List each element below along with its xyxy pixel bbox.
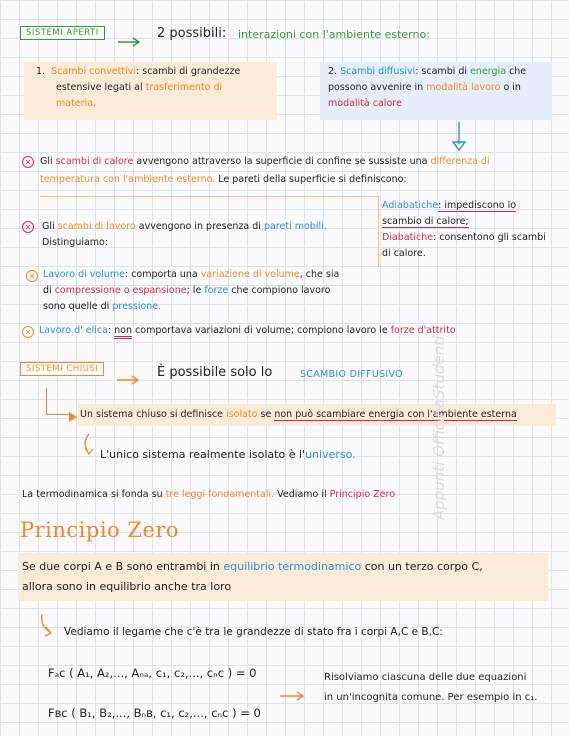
point2-o-in: o in	[503, 82, 521, 93]
lavoro-paragraph	[42, 219, 372, 251]
principio-statement	[18, 553, 548, 601]
chiusi-isolato: isolato	[226, 409, 258, 420]
arrow-right-icon	[117, 370, 143, 389]
elica-forze: forze d'attrito	[390, 325, 456, 336]
intro-b: Vediamo il	[277, 489, 327, 500]
point1-term2: trasferimento di	[145, 82, 223, 93]
pareti-adiab: Adiabatiche	[382, 200, 439, 211]
chiusi-only	[100, 448, 356, 461]
point2-mod-lavoro: modalità lavoro	[426, 82, 501, 93]
point2-text-a: : scambi di	[415, 66, 468, 77]
arrow-down-icon	[452, 122, 466, 156]
sistemi-aperti-box: SISTEMI APERTI	[20, 26, 105, 40]
lavoro-c: Distinguiamo:	[42, 237, 109, 248]
point-convettivi	[24, 62, 277, 120]
calore-c: Le pareti della superficie si definiscono:	[218, 174, 407, 185]
volume-press: pressione.	[112, 301, 162, 312]
point1-text-a: : scambi di grandezze	[136, 66, 241, 77]
pareti-adiab-b: scambio di calore;	[382, 216, 469, 227]
lavoro-pareti: pareti mobili.	[263, 221, 327, 232]
calore-diff2: temperatura con l'ambiente esterno.	[40, 174, 216, 185]
elica-b: comportava variazioni di volume; compiono lavoro le	[135, 325, 388, 336]
point2-energy: energia	[470, 66, 507, 77]
volume-forze: forze	[204, 285, 229, 296]
pareti-diab-a: : consentono gli scambi	[433, 232, 546, 243]
x-bullet-icon: ✕	[22, 156, 34, 168]
volume-line2-c: che compiono lavoro	[231, 285, 331, 296]
intro-tre: tre leggi fondamentali.	[165, 489, 275, 500]
risolviamo-a: Risolviamo ciascuna delle due equazioni	[324, 672, 527, 683]
chiusi-only-a: L'unico sistema realmente isolato è l'	[100, 448, 306, 461]
volume-a: : comporta una	[124, 269, 198, 280]
volume-term: Lavoro di volume	[43, 269, 125, 280]
point2-text-b: che	[509, 66, 527, 77]
volume-var: variazione di volume	[200, 269, 300, 280]
equation-bc: Fʙᴄ ( B₁, B₂,..., Bₙʙ, c₁, c₂,..., cₙc ) = 0	[48, 706, 261, 720]
x-bullet-icon: ✕	[26, 270, 38, 282]
point1-term3: materia.	[56, 98, 97, 109]
volume-line2-a: di	[43, 285, 52, 296]
pareti-adiab-a: : impediscono lo	[438, 200, 517, 211]
chiusi-def-a: Un sistema chiuso si definisce	[80, 409, 224, 420]
elica-paragraph	[39, 323, 559, 339]
volume-b: , che sia	[299, 269, 340, 280]
principio-legame: Vediamo il legame che c'è tra le grandezze di stato fra i corpi A,C e B,C:	[64, 626, 443, 638]
volume-line3: sono quelle di	[43, 301, 110, 312]
chiusi-definition	[78, 404, 556, 426]
volume-line2-b: ; le	[186, 285, 202, 296]
point2-line2: possono avvenire in	[328, 82, 424, 93]
intro-pz: Principio Zero	[329, 489, 396, 500]
pareti-diab: Diabatiche	[382, 232, 434, 243]
point2-num: 2.	[328, 66, 338, 77]
lavoro-term: scambi di lavoro	[57, 221, 136, 232]
chiusi-def-b: se	[260, 409, 272, 420]
calore-term: scambi di calore	[55, 156, 134, 167]
elica-non: non	[114, 325, 132, 339]
page-title: Principio Zero	[20, 518, 180, 542]
pareti-definitions	[382, 198, 560, 262]
risolviamo-note	[324, 668, 537, 708]
equation-ac: Fₐᴄ ( A₁, A₂,..., Aₙₐ, c₁, c₂,..., cₙc ) = 0	[48, 666, 257, 680]
calore-a: Gli	[40, 156, 53, 167]
watermark: Appunti OfficinaStudenti	[430, 335, 448, 520]
point2-term: Scambi diffusivi	[340, 66, 416, 77]
principio-equil: equilibrio termodinamico	[223, 560, 362, 573]
interactions-label: interazioni con l'ambiente esterno:	[238, 28, 430, 41]
curved-arrow-icon	[38, 612, 56, 642]
calore-b: avvengono attraverso la superficie di confine se sussiste una	[136, 156, 428, 167]
lavoro-b: avvengono in presenza di	[138, 221, 261, 232]
elica-a: :	[107, 325, 112, 336]
pareti-diab-b: di calore.	[382, 248, 426, 259]
volume-comp: compressione o espansione	[54, 285, 187, 296]
two-possible-label: 2 possibili:	[157, 26, 227, 41]
principio-line2: allora sono in equilibrio anche tra loro	[22, 580, 232, 593]
intro-line	[22, 487, 542, 503]
calore-paragraph	[40, 154, 545, 188]
x-bullet-icon: ✕	[22, 326, 34, 338]
lavoro-a: Gli	[42, 221, 55, 232]
point1-term: Scambi convettivi	[51, 66, 137, 77]
elica-term: Lavoro d' elica	[39, 325, 108, 336]
point-diffusivi	[320, 62, 552, 120]
chiusi-scambio: SCAMBIO DIFFUSIVO	[300, 369, 403, 380]
sistemi-chiusi-box: SISTEMI CHIUSI	[20, 362, 104, 376]
chiusi-possible: È possibile solo lo	[157, 365, 273, 380]
chiusi-universo: universo.	[305, 448, 356, 461]
principio-line1-b: con un terzo corpo C,	[364, 560, 483, 573]
chiusi-def-c: non può scambiare energia con l'ambiente esterna	[274, 409, 517, 420]
risolviamo-b: in un'incognita comune. Per esempio in c₁.	[324, 692, 538, 703]
intro-a: La termodinamica si fonda su	[22, 489, 163, 500]
calore-diff: differenza di	[430, 156, 490, 167]
point1-text-b: estensive legati al	[56, 82, 143, 93]
arrow-right-icon	[280, 686, 308, 705]
arrow-right-icon	[68, 408, 78, 427]
arrow-right-icon	[118, 32, 140, 51]
curved-arrow-icon	[80, 432, 98, 462]
volume-paragraph	[43, 267, 373, 315]
point2-mod-calore: modalità calore	[328, 98, 402, 109]
x-bullet-icon: ✕	[22, 221, 34, 233]
principio-line1-a: Se due corpi A e B sono entrambi in	[22, 560, 220, 573]
point1-num: 1.	[36, 66, 46, 77]
